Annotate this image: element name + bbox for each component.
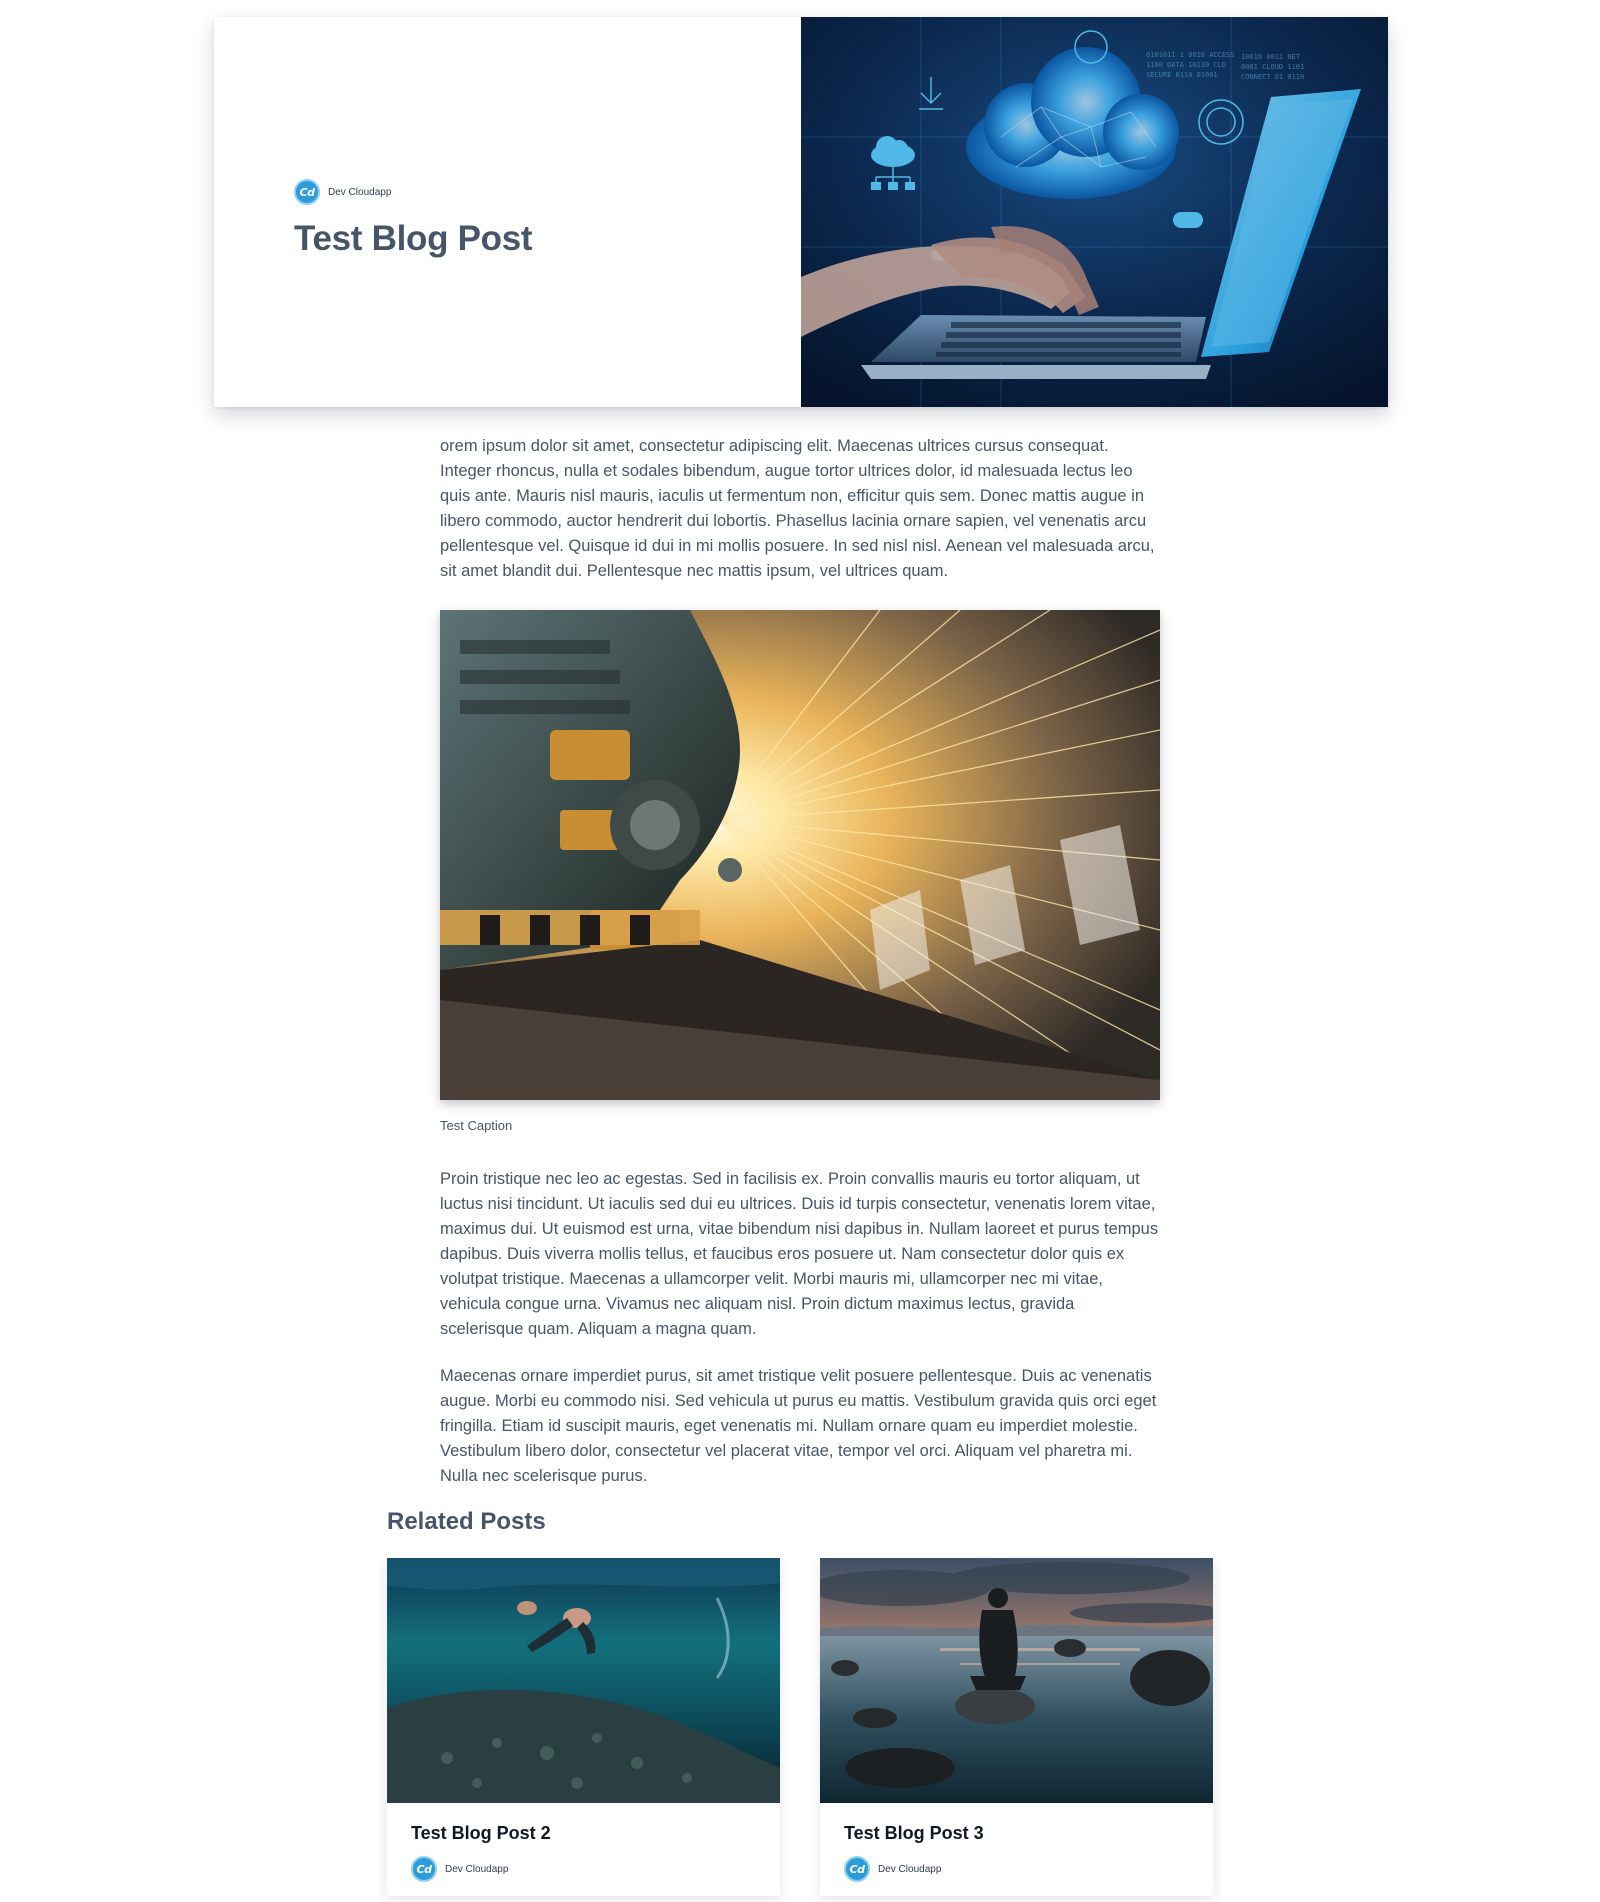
hero-meta	[294, 179, 532, 259]
author-row[interactable]	[844, 1856, 1189, 1882]
article-figure	[440, 610, 1160, 1133]
svg-text:0101011 1 0010 ACCESS: 0101011 1 0010 ACCESS	[1146, 51, 1235, 59]
avatar[interactable]	[844, 1856, 870, 1882]
article-paragraph: Maecenas ornare imperdiet purus, sit amet tristique velit posuere pellentesque. Duis ac venenatis augue. Morbi eu commodo nisi. Sed vehicula ut purus eu mattis. Vestibulum gravida quis orci eget fringilla. Etiam id suscipit mauris, eget venenatis mi. Nullam ornare quam eu imperdiet molestie. Vestibulum libero dolor, consectetur vel placerat vitae, tempor vel orci. Aliquam vel pharetra mi. Nulla nec scelerisque purus.	[440, 1367, 1157, 1485]
author-name[interactable]: Dev Cloudapp	[328, 186, 392, 198]
avatar-initials: Cd	[849, 1862, 865, 1876]
author-name[interactable]: Dev Cloudapp	[445, 1863, 509, 1875]
related-post-image[interactable]	[387, 1558, 780, 1803]
related-posts-heading: Related Posts	[387, 1508, 546, 1535]
figure-caption: Test Caption	[440, 1118, 513, 1133]
author-row[interactable]	[294, 179, 532, 205]
related-post-card[interactable]	[820, 1558, 1213, 1896]
article-paragraph: Proin tristique nec leo ac egestas. Sed in facilisis ex. Proin convallis mauris eu tortor aliquam, ut luctus nisi tincidunt. Ut iaculis sed dui eu ultrices. Duis id turpis consectetur, venenatis lorem vitae, maximus dui. Ut euismod est urna, vitae bibendum nisi dapibus in. Nullam laoreet et purus tempus dapibus. Duis viverra mollis tellus, et faucibus eros posuere ut. Nam consectetur dolor quis ex volutpat tristique. Maecenas a ullamcorper velit. Morbi mauris mi, ullamcorper nec mi vitae, vehicula congue urna. Vivamus nec aliquam nisl. Proin dictum maximus lectus, gravida scelerisque quam. Aliquam a magna quam.	[440, 1170, 1159, 1338]
avatar[interactable]	[411, 1856, 437, 1882]
article-paragraph: orem ipsum dolor sit amet, consectetur adipiscing elit. Maecenas ultrices cursus consequat. Integer rhoncus, nulla et sodales bibendum, augue tortor ultrices dolor, id malesuada lectus leo quis ante. Mauris nisl mauris, iaculis ut fermentum non, efficitur quis sem. Donec mattis augue in libero commodo, auctor hendrerit dui lobortis. Phasellus lacinia ornare sapien, vel venenatis arcu pellentesque vel. Quisque id dui in mi mollis posuere. In sed nisl nisl. Aenean vel malesuada arcu, sit amet blandit dui. Pellentesque nec mattis ipsum, vel ultrices quam.	[440, 437, 1155, 580]
hero-image	[801, 17, 1388, 407]
card-body	[820, 1803, 1213, 1902]
svg-text:CONNECT 01 0110: CONNECT 01 0110	[1241, 73, 1305, 81]
card-body	[387, 1803, 780, 1902]
author-row[interactable]	[411, 1856, 756, 1882]
related-post-image[interactable]	[820, 1558, 1213, 1803]
related-post-title[interactable]: Test Blog Post 3	[844, 1823, 984, 1843]
hero-text-panel	[214, 17, 801, 407]
article-figure-image	[440, 610, 1160, 1100]
svg-text:SECURE 0110 01001: SECURE 0110 01001	[1146, 71, 1218, 79]
avatar[interactable]	[294, 179, 320, 205]
svg-text:1100 DATA 10110 CLD: 1100 DATA 10110 CLD	[1146, 61, 1227, 69]
avatar-initials: Cd	[416, 1862, 432, 1876]
article-body	[440, 434, 1162, 1489]
avatar-initials: Cd	[299, 185, 315, 199]
hero-banner	[214, 17, 1388, 407]
author-name[interactable]: Dev Cloudapp	[878, 1863, 942, 1875]
svg-text:0001 CLOUD 1101: 0001 CLOUD 1101	[1241, 63, 1305, 71]
related-post-title[interactable]: Test Blog Post 2	[411, 1823, 551, 1843]
related-post-card[interactable]	[387, 1558, 780, 1896]
page-title: Test Blog Post	[294, 219, 533, 258]
svg-text:10010 0011 NET: 10010 0011 NET	[1241, 53, 1301, 61]
